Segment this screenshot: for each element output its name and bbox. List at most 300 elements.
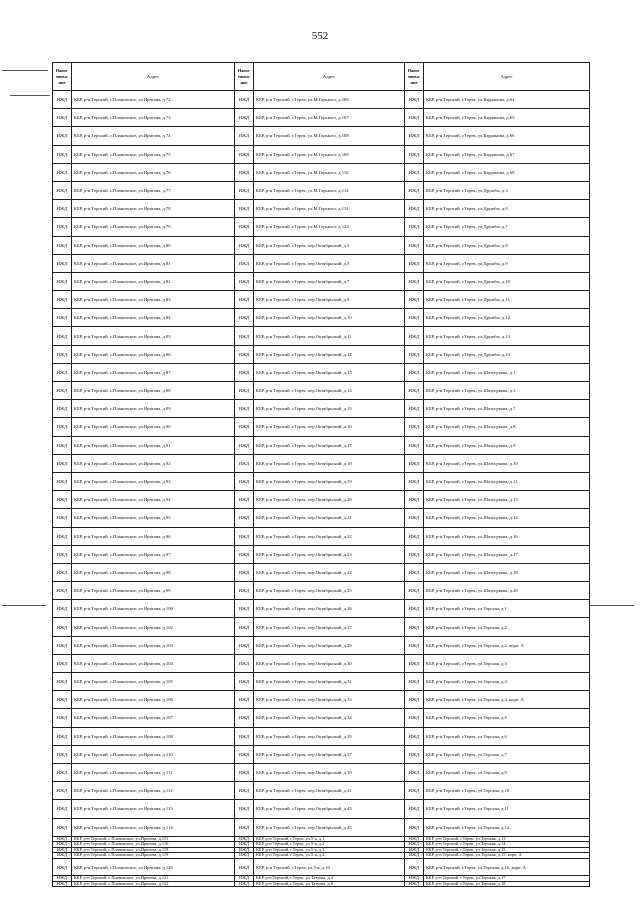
building-type-cell: ИЖД [405, 782, 424, 800]
address-cell: КБР, р-н Терский, г.Терек, ул.Карданова, д.64 [424, 91, 590, 109]
address-cell: КБР, р-н Терский, с.Плановское, ул.Иригова, д.92 [72, 454, 235, 472]
building-type-cell: ИЖД [53, 881, 72, 887]
building-type-cell: ИЖД [405, 763, 424, 781]
address-cell: КБР, р-н Терский, г.Терек, ул.М.Горького, д.106 [254, 91, 405, 109]
building-type-cell: ИЖД [405, 472, 424, 490]
address-cell: КБР, р-н Терский, г.Терек, пер.Октябрьский, д.31 [254, 673, 405, 691]
address-cell: КБР, р-н Терский, г.Терек, ул.Дружбы, д.11 [424, 291, 590, 309]
building-type-cell: ИЖД [53, 563, 72, 581]
address-cell: КБР, р-н Терский, г.Терек, ул.Татуева, д.4 [254, 876, 405, 882]
building-type-cell: ИЖД [235, 859, 254, 876]
address-cell: КБР, р-н Терский, г.Терек, ул.Дружбы, д.7 [424, 218, 590, 236]
building-type-cell: ИЖД [405, 545, 424, 563]
address-cell: КБР, р-н Терский, с.Плановское, ул.Иригова, д.95 [72, 509, 235, 527]
address-cell: КБР, р-н Терский, г.Терек, ул.М.Горького, д.110 [254, 163, 405, 181]
building-type-cell: ИЖД [405, 842, 424, 848]
header-type: Наименование [235, 63, 254, 91]
address-cell: КБР, р-н Терский, с.Плановское, ул.Иригова, д.116 [72, 842, 235, 848]
address-cell: КБР, р-н Терский, г.Терек, ул.5-я, д.3 [254, 847, 405, 853]
address-cell: КБР, р-н Терский, г.Терек, ул.Терская, д.7 [424, 745, 590, 763]
building-type-cell: ИЖД [235, 236, 254, 254]
building-type-cell: ИЖД [235, 218, 254, 236]
address-cell: КБР, р-н Терский, с.Плановское, ул.Иригова, д.97 [72, 545, 235, 563]
table-row [53, 345, 590, 363]
address-cell: КБР, р-н Терский, г.Терек, пер.Октябрьский, д.16 [254, 418, 405, 436]
building-type-cell: ИЖД [405, 582, 424, 600]
address-cell: КБР, р-н Терский, г.Терек, ул.Шазуцукова, д.20 [424, 582, 590, 600]
building-type-cell: ИЖД [235, 847, 254, 853]
address-cell: КБР, р-н Терский, с.Плановское, ул.Иригова, д.80 [72, 236, 235, 254]
address-cell: КБР, р-н Терский, с.Плановское, ул.Иригова, д.100 [72, 600, 235, 618]
table-row [53, 545, 590, 563]
address-cell: КБР, р-н Терский, г.Терек, ул.Шазуцукова, д.16 [424, 527, 590, 545]
building-type-cell: ИЖД [405, 859, 424, 876]
address-cell: КБР, р-н Терский, г.Терек, пер.Октябрьский, д.13 [254, 363, 405, 381]
building-type-cell: ИЖД [405, 454, 424, 472]
building-type-cell: ИЖД [405, 254, 424, 272]
address-cell: КБР, р-н Терский, г.Терек, ул.5-я, д.2 [254, 842, 405, 848]
building-type-cell: ИЖД [53, 127, 72, 145]
building-type-cell: ИЖД [235, 842, 254, 848]
building-type-cell: ИЖД [405, 709, 424, 727]
address-cell: КБР, р-н Терский, с.Плановское, ул.Иригова, д.110 [72, 745, 235, 763]
table-row [53, 881, 590, 887]
building-type-cell: ИЖД [235, 600, 254, 618]
building-type-cell: ИЖД [53, 727, 72, 745]
building-type-cell: ИЖД [405, 218, 424, 236]
building-type-cell: ИЖД [53, 636, 72, 654]
building-type-cell: ИЖД [405, 881, 424, 887]
address-cell: КБР, р-н Терский, с.Плановское, ул.Иригова, д.102 [72, 618, 235, 636]
building-type-cell: ИЖД [235, 563, 254, 581]
address-cell: КБР, р-н Терский, с.Плановское, ул.Иригова, д.120 [72, 859, 235, 876]
building-type-cell: ИЖД [53, 236, 72, 254]
building-type-cell: ИЖД [405, 418, 424, 436]
table-row [53, 109, 590, 127]
building-type-cell: ИЖД [405, 727, 424, 745]
address-cell: КБР, р-н Терский, г.Терек, ул.Терская, д.4 [424, 673, 590, 691]
address-cell: КБР, р-н Терский, г.Терек, ул.Терская, д.16, корп. А [424, 859, 590, 876]
building-type-cell: ИЖД [53, 800, 72, 818]
building-type-cell: ИЖД [53, 309, 72, 327]
table-row [53, 509, 590, 527]
address-cell: КБР, р-н Терский, с.Плановское, ул.Иригова, д.96 [72, 527, 235, 545]
building-type-cell: ИЖД [53, 818, 72, 836]
building-type-cell: ИЖД [53, 145, 72, 163]
address-cell: КБР, р-н Терский, г.Терек, пер.Октябрьский, д.25 [254, 582, 405, 600]
building-type-cell: ИЖД [235, 436, 254, 454]
building-type-cell: ИЖД [235, 800, 254, 818]
table-row [53, 91, 590, 109]
address-cell: КБР, р-н Терский, с.Плановское, ул.Иригова, д.105 [72, 673, 235, 691]
address-cell: КБР, р-н Терский, г.Терек, ул.М.Горького, д.112 [254, 181, 405, 199]
address-cell: КБР, р-н Терский, г.Терек, ул.Терская, д.5 [424, 709, 590, 727]
address-cell: КБР, р-н Терский, г.Терек, ул.Терская, д.4, корп. А [424, 691, 590, 709]
building-type-cell: ИЖД [235, 363, 254, 381]
building-type-cell: ИЖД [235, 853, 254, 859]
building-type-cell: ИЖД [235, 836, 254, 842]
building-type-cell: ИЖД [53, 859, 72, 876]
address-cell: КБР, р-н Терский, г.Терек, пер.Октябрьский, д.29 [254, 636, 405, 654]
address-cell: КБР, р-н Терский, г.Терек, пер.Октябрьский, д.19 [254, 472, 405, 490]
table-row [53, 418, 590, 436]
address-cell: КБР, р-н Терский, г.Терек, пер.Октябрьский, д.35 [254, 727, 405, 745]
table-row [53, 181, 590, 199]
address-cell: КБР, р-н Терский, г.Терек, пер.Октябрьский, д.26 [254, 600, 405, 618]
address-cell: КБР, р-н Терский, г.Терек, пер.Октябрьский, д.24 [254, 563, 405, 581]
address-cell: КБР, р-н Терский, с.Плановское, ул.Иригова, д.121 [72, 876, 235, 882]
building-type-cell: ИЖД [405, 345, 424, 363]
address-cell: КБР, р-н Терский, г.Терек, пер.Октябрьский, д.14 [254, 382, 405, 400]
table-row [53, 491, 590, 509]
header-type: Наименование [53, 63, 72, 91]
address-cell: КБР, р-н Терский, г.Терек, пер.Октябрьский, д.45 [254, 818, 405, 836]
building-type-cell: ИЖД [53, 254, 72, 272]
address-cell: КБР, р-н Терский, г.Терек, ул.Терская, д.10 [424, 782, 590, 800]
building-type-cell: ИЖД [53, 654, 72, 672]
building-type-cell: ИЖД [53, 836, 72, 842]
building-type-cell: ИЖД [405, 509, 424, 527]
building-type-cell: ИЖД [53, 163, 72, 181]
address-cell: КБР, р-н Терский, г.Терек, ул.Шазуцукова, д.1 [424, 363, 590, 381]
address-cell: КБР, р-н Терский, г.Терек, пер.Октябрьский, д.12 [254, 345, 405, 363]
address-cell: КБР, р-н Терский, г.Терек, ул.Терская, д.11 [424, 800, 590, 818]
address-cell: КБР, р-н Терский, г.Терек, ул.Дружбы, д.8 [424, 236, 590, 254]
building-type-cell: ИЖД [405, 272, 424, 290]
address-cell: КБР, р-н Терский, с.Плановское, ул.Иригова, д.122 [72, 881, 235, 887]
address-cell: КБР, р-н Терский, с.Плановское, ул.Иригова, д.106 [72, 691, 235, 709]
building-type-cell: ИЖД [53, 491, 72, 509]
address-cell: КБР, р-н Терский, г.Терек, ул.Шазуцукова, д.14 [424, 509, 590, 527]
address-cell: КБР, р-н Терский, г.Терек, ул.Терская, д.15 [424, 847, 590, 853]
table-row [53, 236, 590, 254]
address-cell: КБР, р-н Терский, с.Плановское, ул.Иригова, д.108 [72, 727, 235, 745]
table-row [53, 382, 590, 400]
address-cell: КБР, р-н Терский, г.Терек, ул.Терская, д.9 [424, 763, 590, 781]
address-cell: КБР, р-н Терский, г.Терек, ул.Карданова, д.65 [424, 109, 590, 127]
building-type-cell: ИЖД [405, 127, 424, 145]
address-cell: КБР, р-н Терский, г.Терек, ул.Дружбы, д.6 [424, 200, 590, 218]
address-cell: КБР, р-н Терский, с.Плановское, ул.Иригова, д.94 [72, 491, 235, 509]
address-cell: КБР, р-н Терский, г.Терек, пер.Октябрьский, д.5 [254, 254, 405, 272]
address-cell: КБР, р-н Терский, с.Плановское, ул.Иригова, д.85 [72, 327, 235, 345]
address-cell: КБР, р-н Терский, г.Терек, пер.Октябрьский, д.9 [254, 291, 405, 309]
building-type-cell: ИЖД [405, 527, 424, 545]
address-cell: КБР, р-н Терский, с.Плановское, ул.Иригова, д.83 [72, 291, 235, 309]
table-row [53, 145, 590, 163]
building-type-cell: ИЖД [235, 691, 254, 709]
address-cell: КБР, р-н Терский, г.Терек, ул.Татуева, д.6 [254, 881, 405, 887]
table-row [53, 763, 590, 781]
address-cell: КБР, р-н Терский, г.Терек, ул.Карданова, д.66 [424, 127, 590, 145]
address-cell: КБР, р-н Терский, с.Плановское, ул.Иригова, д.79 [72, 218, 235, 236]
building-type-cell: ИЖД [235, 272, 254, 290]
table-row [53, 400, 590, 418]
table-row [53, 454, 590, 472]
building-type-cell: ИЖД [235, 454, 254, 472]
building-type-cell: ИЖД [405, 309, 424, 327]
table-row [53, 600, 590, 618]
building-type-cell: ИЖД [53, 382, 72, 400]
building-type-cell: ИЖД [235, 636, 254, 654]
building-type-cell: ИЖД [405, 91, 424, 109]
address-cell: КБР, р-н Терский, с.Плановское, ул.Иригова, д.115 [72, 836, 235, 842]
address-cell: КБР, р-н Терский, с.Плановское, ул.Иригова, д.93 [72, 472, 235, 490]
address-cell: КБР, р-н Терский, г.Терек, ул.Шазуцукова, д.11 [424, 472, 590, 490]
address-cell: КБР, р-н Терский, с.Плановское, ул.Иригова, д.89 [72, 400, 235, 418]
building-type-cell: ИЖД [235, 763, 254, 781]
building-type-cell: ИЖД [53, 272, 72, 290]
building-type-cell: ИЖД [405, 145, 424, 163]
building-type-cell: ИЖД [53, 400, 72, 418]
address-cell: КБР, р-н Терский, г.Терек, пер.Октябрьский, д.41 [254, 782, 405, 800]
table-row [53, 563, 590, 581]
address-cell: КБР, р-н Терский, с.Плановское, ул.Иригова, д.86 [72, 345, 235, 363]
address-cell: КБР, р-н Терский, с.Плановское, ул.Иригова, д.81 [72, 254, 235, 272]
address-cell: КБР, р-н Терский, г.Терек, ул.Шазуцукова, д.3 [424, 382, 590, 400]
building-type-cell: ИЖД [53, 673, 72, 691]
building-type-cell: ИЖД [405, 745, 424, 763]
address-cell: КБР, р-н Терский, с.Плановское, ул.Иригова, д.118 [72, 847, 235, 853]
table-row [53, 727, 590, 745]
address-cell: КБР, р-н Терский, г.Терек, пер.Октябрьский, д.11 [254, 327, 405, 345]
building-type-cell: ИЖД [405, 563, 424, 581]
header-address: Адрес [254, 63, 405, 91]
building-type-cell: ИЖД [235, 400, 254, 418]
table-row [53, 527, 590, 545]
address-cell: КБР, р-н Терский, с.Плановское, ул.Иригова, д.99 [72, 582, 235, 600]
building-type-cell: ИЖД [53, 472, 72, 490]
table-row [53, 618, 590, 636]
table-row [53, 673, 590, 691]
address-cell: КБР, р-н Терский, с.Плановское, ул.Иригова, д.112 [72, 782, 235, 800]
address-cell: КБР, р-н Терский, с.Плановское, ул.Иригова, д.74 [72, 127, 235, 145]
building-type-cell: ИЖД [235, 782, 254, 800]
address-cell: КБР, р-н Терский, г.Терек, пер.Октябрьский, д.33 [254, 691, 405, 709]
table-row [53, 818, 590, 836]
building-type-cell: ИЖД [235, 382, 254, 400]
building-type-cell: ИЖД [53, 418, 72, 436]
address-cell: КБР, р-н Терский, с.Плановское, ул.Иригова, д.111 [72, 763, 235, 781]
building-type-cell: ИЖД [405, 327, 424, 345]
building-type-cell: ИЖД [235, 145, 254, 163]
address-cell: КБР, р-н Терский, с.Плановское, ул.Иригова, д.113 [72, 800, 235, 818]
table-row [53, 800, 590, 818]
table-row [53, 636, 590, 654]
margin-mark [2, 70, 48, 71]
table-row [53, 272, 590, 290]
building-type-cell: ИЖД [405, 200, 424, 218]
building-type-cell: ИЖД [53, 691, 72, 709]
address-cell: КБР, р-н Терский, г.Терек, ул.Шазуцукова, д.7 [424, 400, 590, 418]
building-type-cell: ИЖД [235, 881, 254, 887]
building-type-cell: ИЖД [53, 745, 72, 763]
address-cell: КБР, р-н Терский, с.Плановское, ул.Иригова, д.114 [72, 818, 235, 836]
building-type-cell: ИЖД [405, 654, 424, 672]
address-cell: КБР, р-н Терский, г.Терек, ул.Шазуцукова, д.9 [424, 436, 590, 454]
address-cell: КБР, р-н Терский, г.Терек, ул.Дружбы, д.3 [424, 181, 590, 199]
building-type-cell: ИЖД [235, 818, 254, 836]
address-cell: КБР, р-н Терский, г.Терек, ул.Дружбы, д.12 [424, 309, 590, 327]
address-cell: КБР, р-н Терский, г.Терек, ул.Дружбы, д.10 [424, 272, 590, 290]
address-cell: КБР, р-н Терский, г.Терек, ул.Терская, д.18 [424, 881, 590, 887]
address-cell: КБР, р-н Терский, г.Терек, ул.М.Горького, д.114 [254, 200, 405, 218]
address-cell: КБР, р-н Терский, г.Терек, ул.Шазуцукова, д.18 [424, 563, 590, 581]
building-type-cell: ИЖД [235, 545, 254, 563]
address-cell: КБР, р-н Терский, г.Терек, ул.Шазуцукова, д.13 [424, 491, 590, 509]
address-cell: КБР, р-н Терский, г.Терек, пер.Октябрьский, д.37 [254, 745, 405, 763]
table-row [53, 309, 590, 327]
address-cell: КБР, р-н Терский, г.Терек, ул.5-я, д.1 [254, 836, 405, 842]
address-cell: КБР, р-н Терский, г.Терек, ул.Терская, д.1 [424, 600, 590, 618]
building-type-cell: ИЖД [405, 636, 424, 654]
building-type-cell: ИЖД [235, 181, 254, 199]
building-type-cell: ИЖД [405, 400, 424, 418]
building-type-cell: ИЖД [53, 763, 72, 781]
address-cell: КБР, р-н Терский, г.Терек, ул.Шазуцукова, д.8 [424, 418, 590, 436]
address-cell: КБР, р-н Терский, г.Терек, ул.Терская, д.15, корп. А [424, 853, 590, 859]
address-cell: КБР, р-н Терский, с.Плановское, ул.Иригова, д.73 [72, 109, 235, 127]
address-cell: КБР, р-н Терский, г.Терек, ул.Терская, д.6 [424, 727, 590, 745]
address-cell: КБР, р-н Терский, с.Плановское, ул.Иригова, д.90 [72, 418, 235, 436]
building-type-cell: ИЖД [405, 673, 424, 691]
margin-mark [10, 95, 50, 96]
header-address: Адрес [72, 63, 235, 91]
address-cell: КБР, р-н Терский, г.Терек, пер.Октябрьский, д.10 [254, 309, 405, 327]
building-type-cell: ИЖД [235, 109, 254, 127]
building-type-cell: ИЖД [53, 363, 72, 381]
address-cell: КБР, р-н Терский, г.Терек, ул.Терская, д.2 [424, 618, 590, 636]
address-cell: КБР, р-н Терский, г.Терек, ул.5-я, д.10 [254, 859, 405, 876]
address-cell: КБР, р-н Терский, г.Терек, пер.Октябрьский, д.27 [254, 618, 405, 636]
address-cell: КБР, р-н Терский, г.Терек, пер.Октябрьский, д.22 [254, 527, 405, 545]
address-cell: КБР, р-н Терский, с.Плановское, ул.Иригова, д.78 [72, 200, 235, 218]
table-row [53, 472, 590, 490]
table-row [53, 853, 590, 859]
address-cell: КБР, р-н Терский, с.Плановское, ул.Иригова, д.98 [72, 563, 235, 581]
address-cell: КБР, р-н Терский, г.Терек, пер.Октябрьский, д.7 [254, 272, 405, 290]
address-cell: КБР, р-н Терский, г.Терек, ул.Карданова, д.67 [424, 145, 590, 163]
address-cell: КБР, р-н Терский, с.Плановское, ул.Иригова, д.103 [72, 636, 235, 654]
address-cell: КБР, р-н Терский, г.Терек, пер.Октябрьский, д.30 [254, 654, 405, 672]
building-type-cell: ИЖД [235, 200, 254, 218]
building-type-cell: ИЖД [53, 842, 72, 848]
address-cell: КБР, р-н Терский, г.Терек, ул.Терская, д.12 [424, 818, 590, 836]
table-row [53, 254, 590, 272]
building-type-cell: ИЖД [235, 327, 254, 345]
building-type-cell: ИЖД [405, 876, 424, 882]
building-type-cell: ИЖД [235, 291, 254, 309]
table-row [53, 436, 590, 454]
address-cell: КБР, р-н Терский, с.Плановское, ул.Иригова, д.119 [72, 853, 235, 859]
building-type-cell: ИЖД [405, 436, 424, 454]
building-type-cell: ИЖД [53, 853, 72, 859]
table-row [53, 291, 590, 309]
address-cell: КБР, р-н Терский, г.Терек, пер.Октябрьский, д.20 [254, 491, 405, 509]
building-type-cell: ИЖД [235, 472, 254, 490]
building-type-cell: ИЖД [405, 836, 424, 842]
building-type-cell: ИЖД [53, 600, 72, 618]
building-type-cell: ИЖД [405, 853, 424, 859]
building-type-cell: ИЖД [235, 527, 254, 545]
building-type-cell: ИЖД [235, 91, 254, 109]
building-type-cell: ИЖД [53, 91, 72, 109]
building-type-cell: ИЖД [235, 127, 254, 145]
address-cell: КБР, р-н Терский, г.Терек, пер.Октябрьский, д.23 [254, 545, 405, 563]
address-cell: КБР, р-н Терский, с.Плановское, ул.Иригова, д.75 [72, 145, 235, 163]
table-row [53, 745, 590, 763]
address-cell: КБР, р-н Терский, г.Терек, ул.Дружбы, д.13 [424, 327, 590, 345]
building-type-cell: ИЖД [405, 491, 424, 509]
margin-mark [590, 605, 634, 606]
building-type-cell: ИЖД [405, 236, 424, 254]
building-type-cell: ИЖД [405, 291, 424, 309]
building-type-cell: ИЖД [53, 509, 72, 527]
building-type-cell: ИЖД [405, 163, 424, 181]
building-type-cell: ИЖД [405, 181, 424, 199]
table-row [53, 709, 590, 727]
address-cell: КБР, р-н Терский, с.Плановское, ул.Иригова, д.107 [72, 709, 235, 727]
address-cell: КБР, р-н Терский, г.Терек, ул.М.Горького, д.109 [254, 145, 405, 163]
building-type-cell: ИЖД [405, 691, 424, 709]
building-type-cell: ИЖД [53, 876, 72, 882]
address-cell: КБР, р-н Терский, г.Терек, ул.Дружбы, д.9 [424, 254, 590, 272]
building-type-cell: ИЖД [405, 363, 424, 381]
building-type-cell: ИЖД [53, 200, 72, 218]
address-cell: КБР, р-н Терский, с.Плановское, ул.Иригова, д.91 [72, 436, 235, 454]
margin-mark [2, 605, 46, 606]
building-type-cell: ИЖД [53, 582, 72, 600]
table-row [53, 327, 590, 345]
building-type-cell: ИЖД [235, 254, 254, 272]
address-cell: КБР, р-н Терский, г.Терек, ул.Шазуцукова, д.17 [424, 545, 590, 563]
building-type-cell: ИЖД [235, 418, 254, 436]
building-type-cell: ИЖД [53, 454, 72, 472]
address-cell: КБР, р-н Терский, с.Плановское, ул.Иригова, д.77 [72, 181, 235, 199]
building-type-cell: ИЖД [405, 109, 424, 127]
building-type-cell: ИЖД [235, 309, 254, 327]
table-row [53, 654, 590, 672]
header-address: Адрес [424, 63, 590, 91]
table-row [53, 691, 590, 709]
building-type-cell: ИЖД [53, 327, 72, 345]
building-type-cell: ИЖД [53, 109, 72, 127]
table-row [53, 218, 590, 236]
table-row [53, 582, 590, 600]
building-type-cell: ИЖД [235, 654, 254, 672]
building-type-cell: ИЖД [235, 163, 254, 181]
page-number: 552 [311, 30, 329, 42]
address-cell: КБР, р-н Терский, г.Терек, ул.М.Горького, д.124 [254, 218, 405, 236]
building-type-cell: ИЖД [235, 673, 254, 691]
building-type-cell: ИЖД [235, 582, 254, 600]
building-type-cell: ИЖД [53, 527, 72, 545]
address-cell: КБР, р-н Терский, г.Терек, пер.Октябрьский, д.18 [254, 454, 405, 472]
header-type: Наименование [405, 63, 424, 91]
building-type-cell: ИЖД [235, 491, 254, 509]
building-type-cell: ИЖД [405, 818, 424, 836]
address-cell: КБР, р-н Терский, г.Терек, ул.Терская, д.14 [424, 842, 590, 848]
building-type-cell: ИЖД [53, 436, 72, 454]
building-type-cell: ИЖД [235, 709, 254, 727]
table-header [53, 63, 590, 91]
building-type-cell: ИЖД [405, 847, 424, 853]
address-cell: КБР, р-н Терский, г.Терек, пер.Октябрьский, д.21 [254, 509, 405, 527]
building-type-cell: ИЖД [53, 545, 72, 563]
address-cell: КБР, р-н Терский, г.Терек, ул.Терская, д.17 [424, 876, 590, 882]
address-cell: КБР, р-н Терский, г.Терек, пер.Октябрьский, д.3 [254, 236, 405, 254]
building-type-cell: ИЖД [405, 800, 424, 818]
